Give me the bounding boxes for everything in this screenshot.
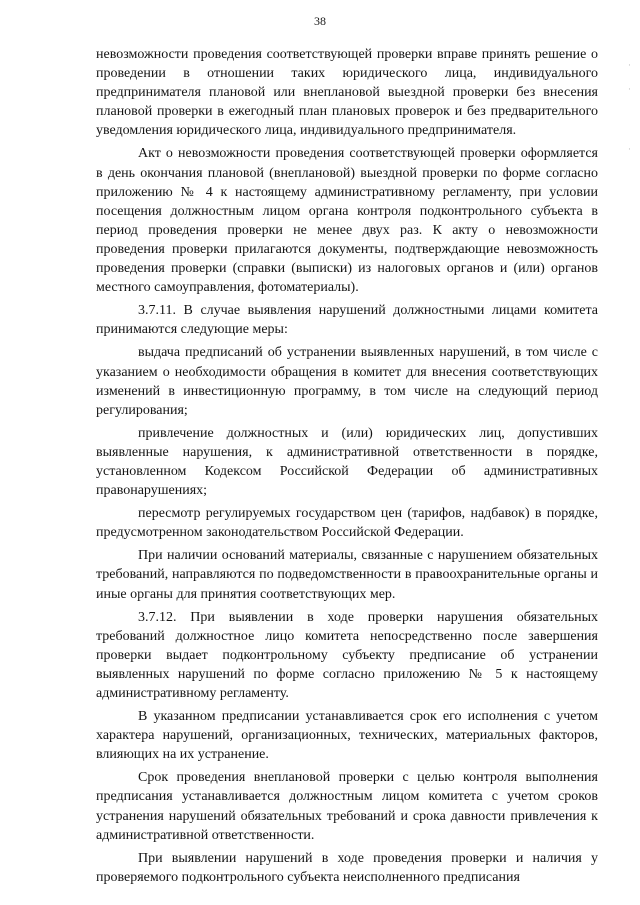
paragraph: В указанном предписании устанавливается срок его исполнения с учетом характера нарушений, организационных, технических, материальных факторов, влияющих на их устранение. bbox=[96, 709, 598, 763]
paragraph: При выявлении нарушений в ходе проведения проверки и наличия у проверяемого подконтрольного субъекта неисполненного предписания bbox=[96, 850, 598, 885]
page-number: 38 bbox=[314, 14, 326, 28]
paragraph: Срок проведения внеплановой проверки с целью контроля выполнения предписания устанавливается должностным лицом комитета с учетом сроков устранения нарушений обязательных требований и срока давности привлечения к административной ответственности. bbox=[96, 770, 598, 843]
paragraph: пересмотр регулируемых государством цен (тарифов, надбавок) в порядке, предусмотренном законодательством Российской Федерации. bbox=[96, 506, 598, 541]
paragraph: невозможности проведения соответствующей проверки вправе принять решение о проведении в отношении таких юридического лица, индивидуального предпринимателя плановой или внеплановой выездной проверки без внесения плановой проверки в ежегодный план плановых проверок и без предварительного уведомления юридического лица, индивидуального предпринимателя. bbox=[96, 47, 598, 139]
paragraph: 3.7.11. В случае выявления нарушений должностными лицами комитета принимаются следующие меры: bbox=[96, 303, 598, 338]
paragraph: При наличии оснований материалы, связанные с нарушением обязательных требований, направляются по подведомственности в правоохранительные органы и иные органы для принятия соответствующих мер. bbox=[96, 548, 598, 602]
scan-margin-marks: · · · bbox=[628, 61, 631, 155]
paragraph: Акт о невозможности проведения соответствующей проверки оформляется в день окончания плановой (внеплановой) выездной проверки по форме согласно приложению № 4 к настоящему административному регламенту, при условии посещения должностным лицом органа контроля подконтрольного субъекта в период проведения проверки не менее двух раз. К акту о невозможности проведения проверки прилагаются документы, подтверждающие невозможность проведения проверки (справки (выписки) из налоговых органов и (или) органов местного самоуправления, фотоматериалы). bbox=[96, 146, 598, 296]
paragraph: 3.7.12. При выявлении в ходе проверки нарушения обязательных требований должностное лицо комитета непосредственно после завершения проверки выдает подконтрольному субъекту предписание об устранении выявленных нарушений по форме согласно приложению № 5 к настоящему административному регламенту. bbox=[96, 609, 598, 701]
paragraph: привлечение должностных и (или) юридических лиц, допустивших выявленные нарушения, к административной ответственности в порядке, установленном Кодексом Российской Федерации об административных правонарушениях; bbox=[96, 425, 598, 499]
paragraph: выдача предписаний об устранении выявленных нарушений, в том числе с указанием о необходимости обращения в комитет для внесения соответствующих изменений в инвестиционную программу, в том числе на следующий период регулирования; bbox=[96, 345, 598, 418]
document-body bbox=[96, 45, 598, 891]
